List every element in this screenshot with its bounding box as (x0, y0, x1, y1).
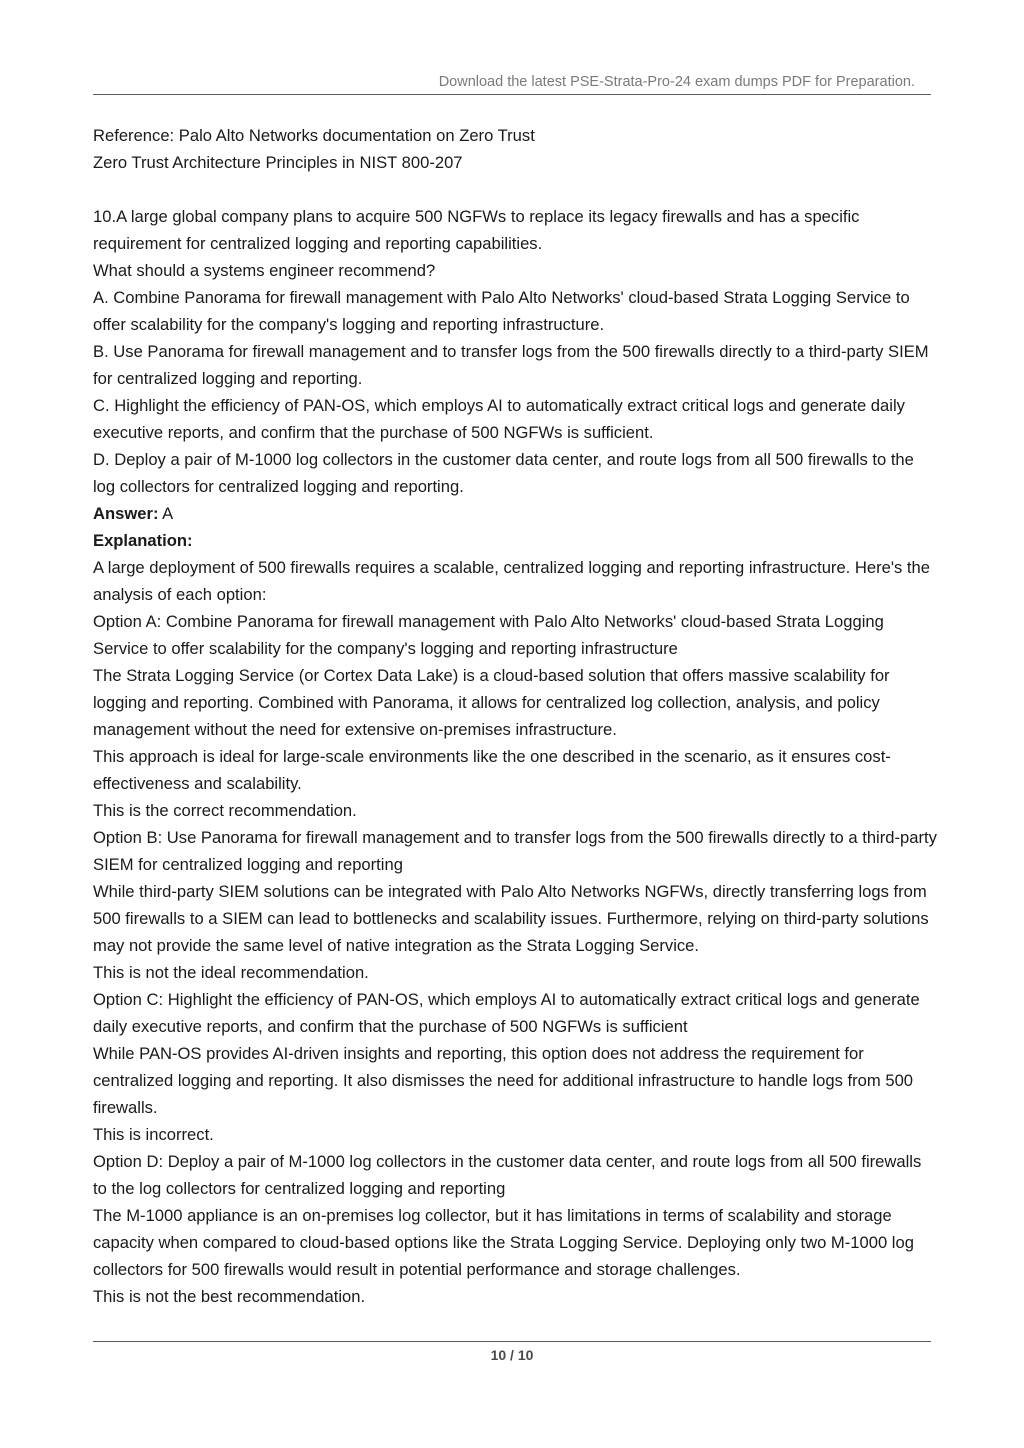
page-footer (93, 1341, 931, 1363)
answer-line (93, 500, 939, 527)
explanation-paragraph: This approach is ideal for large-scale environments like the one described in the scenario, as it ensures cost-effectiveness and scalability. (93, 747, 891, 793)
explanation-paragraph: The M-1000 appliance is an on-premises log collector, but it has limitations in terms of scalability and storage capacity when compared to cloud-based options like the Strata Logging Service. Deploying only two M-1000 log collectors for 500 firewalls would result in potential performance and storage challenges. (93, 1206, 914, 1279)
explanation-label: Explanation: (93, 531, 193, 550)
page-header (93, 72, 931, 95)
reference-line: Zero Trust Architecture Principles in NIST 800-207 (93, 153, 463, 172)
explanation-paragraph: This is not the ideal recommendation. (93, 963, 369, 982)
answer-value: A (158, 504, 174, 523)
explanation-paragraph: This is the correct recommendation. (93, 801, 357, 820)
option-b: B. Use Panorama for firewall management and to transfer logs from the 500 firewalls directly to a third-party SIEM for centralized logging and reporting. (93, 342, 929, 388)
option-c: C. Highlight the efficiency of PAN-OS, which employs AI to automatically extract critical logs and generate daily executive reports, and confirm that the purchase of 500 NGFWs is sufficient. (93, 396, 905, 442)
option-d: D. Deploy a pair of M-1000 log collectors in the customer data center, and route logs from all 500 firewalls to the log collectors for centralized logging and reporting. (93, 450, 914, 496)
explanation-paragraph: The Strata Logging Service (or Cortex Data Lake) is a cloud-based solution that offers massive scalability for logging and reporting. Combined with Panorama, it allows for centralized log collection, analysis, and policy management without the need for extensive on-premises infrastructure. (93, 666, 890, 739)
explanation-paragraph: Option B: Use Panorama for firewall management and to transfer logs from the 500 firewalls directly to a third-party SIEM for centralized logging and reporting (93, 828, 937, 874)
question-prompt: What should a systems engineer recommend? (93, 261, 436, 280)
spacer (93, 176, 939, 203)
explanation-paragraph: A large deployment of 500 firewalls requires a scalable, centralized logging and reporting infrastructure. Here's the analysis of each option: (93, 558, 931, 604)
explanation-paragraph: Option D: Deploy a pair of M-1000 log collectors in the customer data center, and route logs from all 500 firewalls to the log collectors for centralized logging and reporting (93, 1152, 922, 1198)
explanation-paragraph: While PAN-OS provides AI-driven insights and reporting, this option does not address the requirement for centralized logging and reporting. It also dismisses the need for additional infrastructure to handle logs from 500 firewalls. (93, 1044, 914, 1117)
question-text: 10.A large global company plans to acquire 500 NGFWs to replace its legacy firewalls and has a specific requirement for centralized logging and reporting capabilities. (93, 207, 860, 253)
explanation-paragraph: Option A: Combine Panorama for firewall management with Palo Alto Networks' cloud-based Strata Logging Service to offer scalability for the company's logging and reporting infrastructure (93, 612, 884, 658)
option-a: A. Combine Panorama for firewall management with Palo Alto Networks' cloud-based Strata Logging Service to offer scalability for the company's logging and reporting infrastructure. (93, 288, 910, 334)
page-number: 10 / 10 (490, 1347, 534, 1363)
document-body (93, 122, 939, 1310)
answer-label: Answer: (93, 504, 159, 523)
explanation-paragraph: While third-party SIEM solutions can be integrated with Palo Alto Networks NGFWs, directly transferring logs from 500 firewalls to a SIEM can lead to bottlenecks and scalability issues. Furthermore, relying on third-party solutions may not provide the same level of native integration as the Strata Logging Service. (93, 882, 929, 955)
explanation-paragraph: Option C: Highlight the efficiency of PAN-OS, which employs AI to automatically extract critical logs and generate daily executive reports, and confirm that the purchase of 500 NGFWs is sufficient (93, 990, 920, 1036)
header-text: Download the latest PSE-Strata-Pro-24 exam dumps PDF for Preparation. (438, 74, 915, 90)
explanation-paragraph: This is incorrect. (93, 1125, 214, 1144)
reference-line: Reference: Palo Alto Networks documentation on Zero Trust (93, 126, 535, 145)
explanation-paragraph: This is not the best recommendation. (93, 1287, 366, 1306)
